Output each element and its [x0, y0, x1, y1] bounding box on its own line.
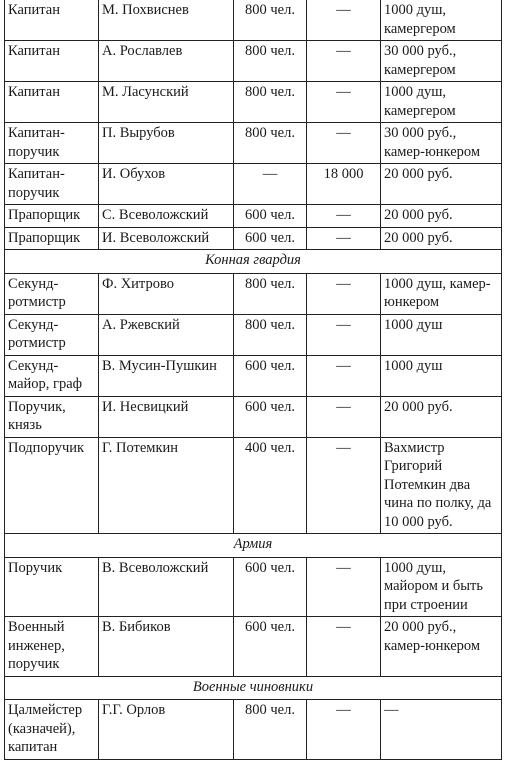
reward-cell: 1000 душ, камергером	[381, 0, 502, 41]
name-cell: И. Обухов	[99, 164, 234, 205]
sum-cell: —	[307, 617, 381, 677]
sum-cell: —	[307, 437, 381, 534]
people-cell: 800 чел.	[234, 0, 307, 41]
rank-cell: Секунд-ротмистр	[5, 273, 99, 314]
people-cell: 600 чел.	[234, 227, 307, 250]
people-cell: 600 чел.	[234, 617, 307, 677]
people-cell: 800 чел.	[234, 700, 307, 760]
reward-cell: 1000 душ, майором и быть при строении	[381, 557, 502, 617]
table-row	[5, 617, 502, 677]
reward-cell: 1000 душ, камер-юнкером	[381, 273, 502, 314]
reward-cell: Вахмистр Григорий Потемкин два чина по полку, да 10 000 руб.	[381, 437, 502, 534]
table-row	[5, 205, 502, 228]
people-cell: 600 чел.	[234, 205, 307, 228]
reward-cell: 30 000 руб., камергером	[381, 41, 502, 82]
name-cell: А. Ржевский	[99, 314, 234, 355]
table-row	[5, 82, 502, 123]
reward-cell: 1000 душ	[381, 314, 502, 355]
people-cell: 800 чел.	[234, 273, 307, 314]
sum-cell: —	[307, 205, 381, 228]
name-cell: А. Рославлев	[99, 41, 234, 82]
reward-cell: 1000 душ	[381, 355, 502, 396]
awards-table	[4, 0, 502, 760]
table-row	[5, 227, 502, 250]
people-cell: 600 чел.	[234, 396, 307, 437]
table-row	[5, 437, 502, 534]
rank-cell: Поручик	[5, 557, 99, 617]
reward-cell: 20 000 руб.	[381, 227, 502, 250]
name-cell: В. Бибиков	[99, 617, 234, 677]
sum-cell: —	[307, 273, 381, 314]
table-row	[5, 700, 502, 760]
rank-cell: Капитан-поручик	[5, 164, 99, 205]
table-row	[5, 314, 502, 355]
table-row	[5, 0, 502, 41]
table-row	[5, 396, 502, 437]
rank-cell: Военный инженер, поручик	[5, 617, 99, 677]
name-cell: П. Вырубов	[99, 123, 234, 164]
people-cell: 800 чел.	[234, 123, 307, 164]
sum-cell: —	[307, 123, 381, 164]
people-cell: 600 чел.	[234, 557, 307, 617]
people-cell: 600 чел.	[234, 355, 307, 396]
table-row	[5, 355, 502, 396]
reward-cell: 30 000 руб., камер-юнкером	[381, 123, 502, 164]
name-cell: М. Похвиснев	[99, 0, 234, 41]
name-cell: Г. Потемкин	[99, 437, 234, 534]
rank-cell: Капитан	[5, 0, 99, 41]
name-cell: В. Мусин-Пушкин	[99, 355, 234, 396]
people-cell: 400 чел.	[234, 437, 307, 534]
table-row	[5, 164, 502, 205]
sum-cell: —	[307, 557, 381, 617]
rank-cell: Секунд-ротмистр	[5, 314, 99, 355]
name-cell: М. Ласунский	[99, 82, 234, 123]
people-cell: 800 чел.	[234, 314, 307, 355]
table-row	[5, 557, 502, 617]
awards-table-body	[5, 0, 502, 759]
table-row	[5, 273, 502, 314]
rank-cell: Капитан	[5, 41, 99, 82]
table-row	[5, 41, 502, 82]
name-cell: С. Всеволожский	[99, 205, 234, 228]
reward-cell: 20 000 руб., камер-юнкером	[381, 617, 502, 677]
rank-cell: Прапорщик	[5, 205, 99, 228]
sum-cell: —	[307, 700, 381, 760]
reward-cell: —	[381, 700, 502, 760]
rank-cell: Капитан	[5, 82, 99, 123]
people-cell: —	[234, 164, 307, 205]
sum-cell: —	[307, 41, 381, 82]
rank-cell: Прапорщик	[5, 227, 99, 250]
section-header-row	[5, 676, 502, 700]
name-cell: Г.Г. Орлов	[99, 700, 234, 760]
sum-cell: —	[307, 396, 381, 437]
sum-cell: —	[307, 355, 381, 396]
rank-cell: Поручик, князь	[5, 396, 99, 437]
people-cell: 800 чел.	[234, 82, 307, 123]
reward-cell: 20 000 руб.	[381, 164, 502, 205]
rank-cell: Подпоручик	[5, 437, 99, 534]
section-header-row	[5, 534, 502, 558]
reward-cell: 20 000 руб.	[381, 205, 502, 228]
sum-cell: —	[307, 314, 381, 355]
reward-cell: 20 000 руб.	[381, 396, 502, 437]
rank-cell: Цалмейстер (казначей), капитан	[5, 700, 99, 760]
table-row	[5, 123, 502, 164]
sum-cell: —	[307, 82, 381, 123]
section-title: Конная гвардия	[5, 250, 502, 274]
rank-cell: Капитан-поручик	[5, 123, 99, 164]
section-header-row	[5, 250, 502, 274]
people-cell: 800 чел.	[234, 41, 307, 82]
sum-cell: 18 000	[307, 164, 381, 205]
name-cell: И. Всеволожский	[99, 227, 234, 250]
sum-cell: —	[307, 227, 381, 250]
sum-cell: —	[307, 0, 381, 41]
name-cell: Ф. Хитрово	[99, 273, 234, 314]
section-title: Армия	[5, 534, 502, 558]
reward-cell: 1000 душ, камергером	[381, 82, 502, 123]
name-cell: И. Несвицкий	[99, 396, 234, 437]
rank-cell: Секунд-майор, граф	[5, 355, 99, 396]
name-cell: В. Всеволожский	[99, 557, 234, 617]
section-title: Военные чиновники	[5, 676, 502, 700]
